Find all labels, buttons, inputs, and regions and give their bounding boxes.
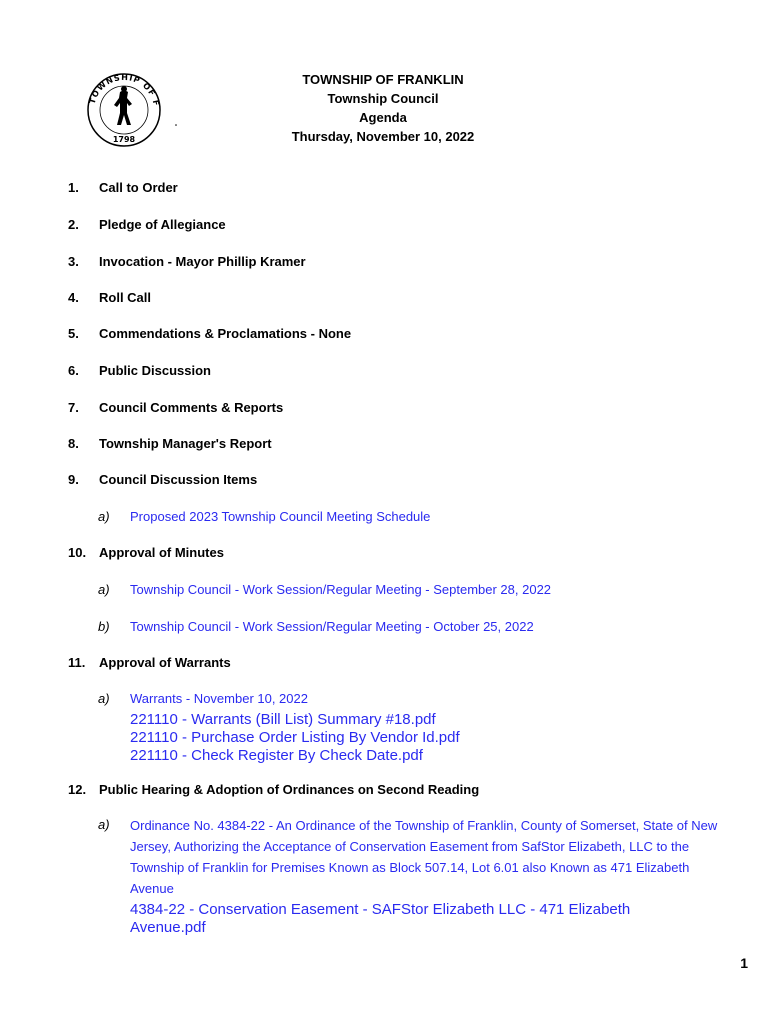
agenda-item-9: 9. Council Discussion Items (68, 472, 258, 487)
minutes-oct-link[interactable]: Township Council - Work Session/Regular Meeting - October 25, 2022 (130, 619, 534, 634)
ordinance-pdf-link[interactable]: 4384-22 - Conservation Easement - SAFStor Elizabeth LLC - 471 Elizabeth Avenue.pdf (130, 901, 631, 936)
meeting-schedule-link[interactable]: Proposed 2023 Township Council Meeting Schedule (130, 509, 431, 524)
agenda-item-8: 8. Township Manager's Report (68, 436, 272, 451)
sub-item-11a: a) Warrants - November 10, 2022 (98, 691, 308, 706)
sub-item-10b: b) Township Council - Work Session/Regular Meeting - October 25, 2022 (98, 619, 534, 634)
warrant-files (130, 711, 460, 765)
header-agenda: Agenda (359, 110, 407, 125)
agenda-item-4: 4. Roll Call (68, 290, 152, 305)
agenda-item-11: 11. Approval of Warrants (68, 655, 231, 670)
ordinance-link[interactable]: Ordinance No. 4384-22 - An Ordinance of the Township of Franklin, County of Somerset, State of New Jersey, Authorizing the Acceptance of Conservation Easement from SafStor Elizabeth, LLC to the Township of Franklin for Premises Known as Block 507.14, Lot 6.01 also Known as 471 Elizabeth Avenue (130, 818, 718, 896)
check-register-pdf-link[interactable]: 221110 - Check Register By Check Date.pdf (130, 747, 423, 764)
agenda-item-5: 5. Commendations & Proclamations - None (68, 326, 352, 341)
township-seal (84, 70, 180, 150)
sub-item-12a-letter: a) (98, 817, 110, 832)
header-township: TOWNSHIP OF FRANKLIN (302, 72, 464, 87)
agenda-item-1: 1. Call to Order (68, 180, 178, 195)
agenda-item-6: 6. Public Discussion (68, 363, 211, 378)
page-number: 1 (740, 955, 748, 971)
sub-item-10a: a) Township Council - Work Session/Regular Meeting - September 28, 2022 (98, 582, 552, 597)
agenda-item-10: 10. Approval of Minutes (68, 545, 224, 560)
warrants-link[interactable]: Warrants - November 10, 2022 (130, 691, 308, 706)
agenda-item-2: 2. Pledge of Allegiance (68, 217, 226, 232)
agenda-item-7: 7. Council Comments & Reports (68, 400, 284, 415)
seal-text: TOWNSHIP OF F (87, 72, 161, 108)
sub-item-9a: a) Proposed 2023 Township Council Meeting Schedule (98, 509, 431, 524)
agenda-item-3: 3. Invocation - Mayor Phillip Kramer (68, 254, 306, 269)
agenda-header (240, 70, 526, 146)
purchase-order-pdf-link[interactable]: 221110 - Purchase Order Listing By Vendor Id.pdf (130, 729, 460, 746)
seal-year: 1798 (112, 135, 136, 144)
agenda-item-12: 12. Public Hearing & Adoption of Ordinances on Second Reading (68, 782, 480, 797)
minutes-sept-link[interactable]: Township Council - Work Session/Regular Meeting - September 28, 2022 (130, 582, 552, 597)
warrant-summary-pdf-link[interactable]: 221110 - Warrants (Bill List) Summary #18.pdf (130, 711, 436, 728)
header-council: Township Council (327, 91, 439, 106)
header-date: Thursday, November 10, 2022 (291, 129, 475, 144)
